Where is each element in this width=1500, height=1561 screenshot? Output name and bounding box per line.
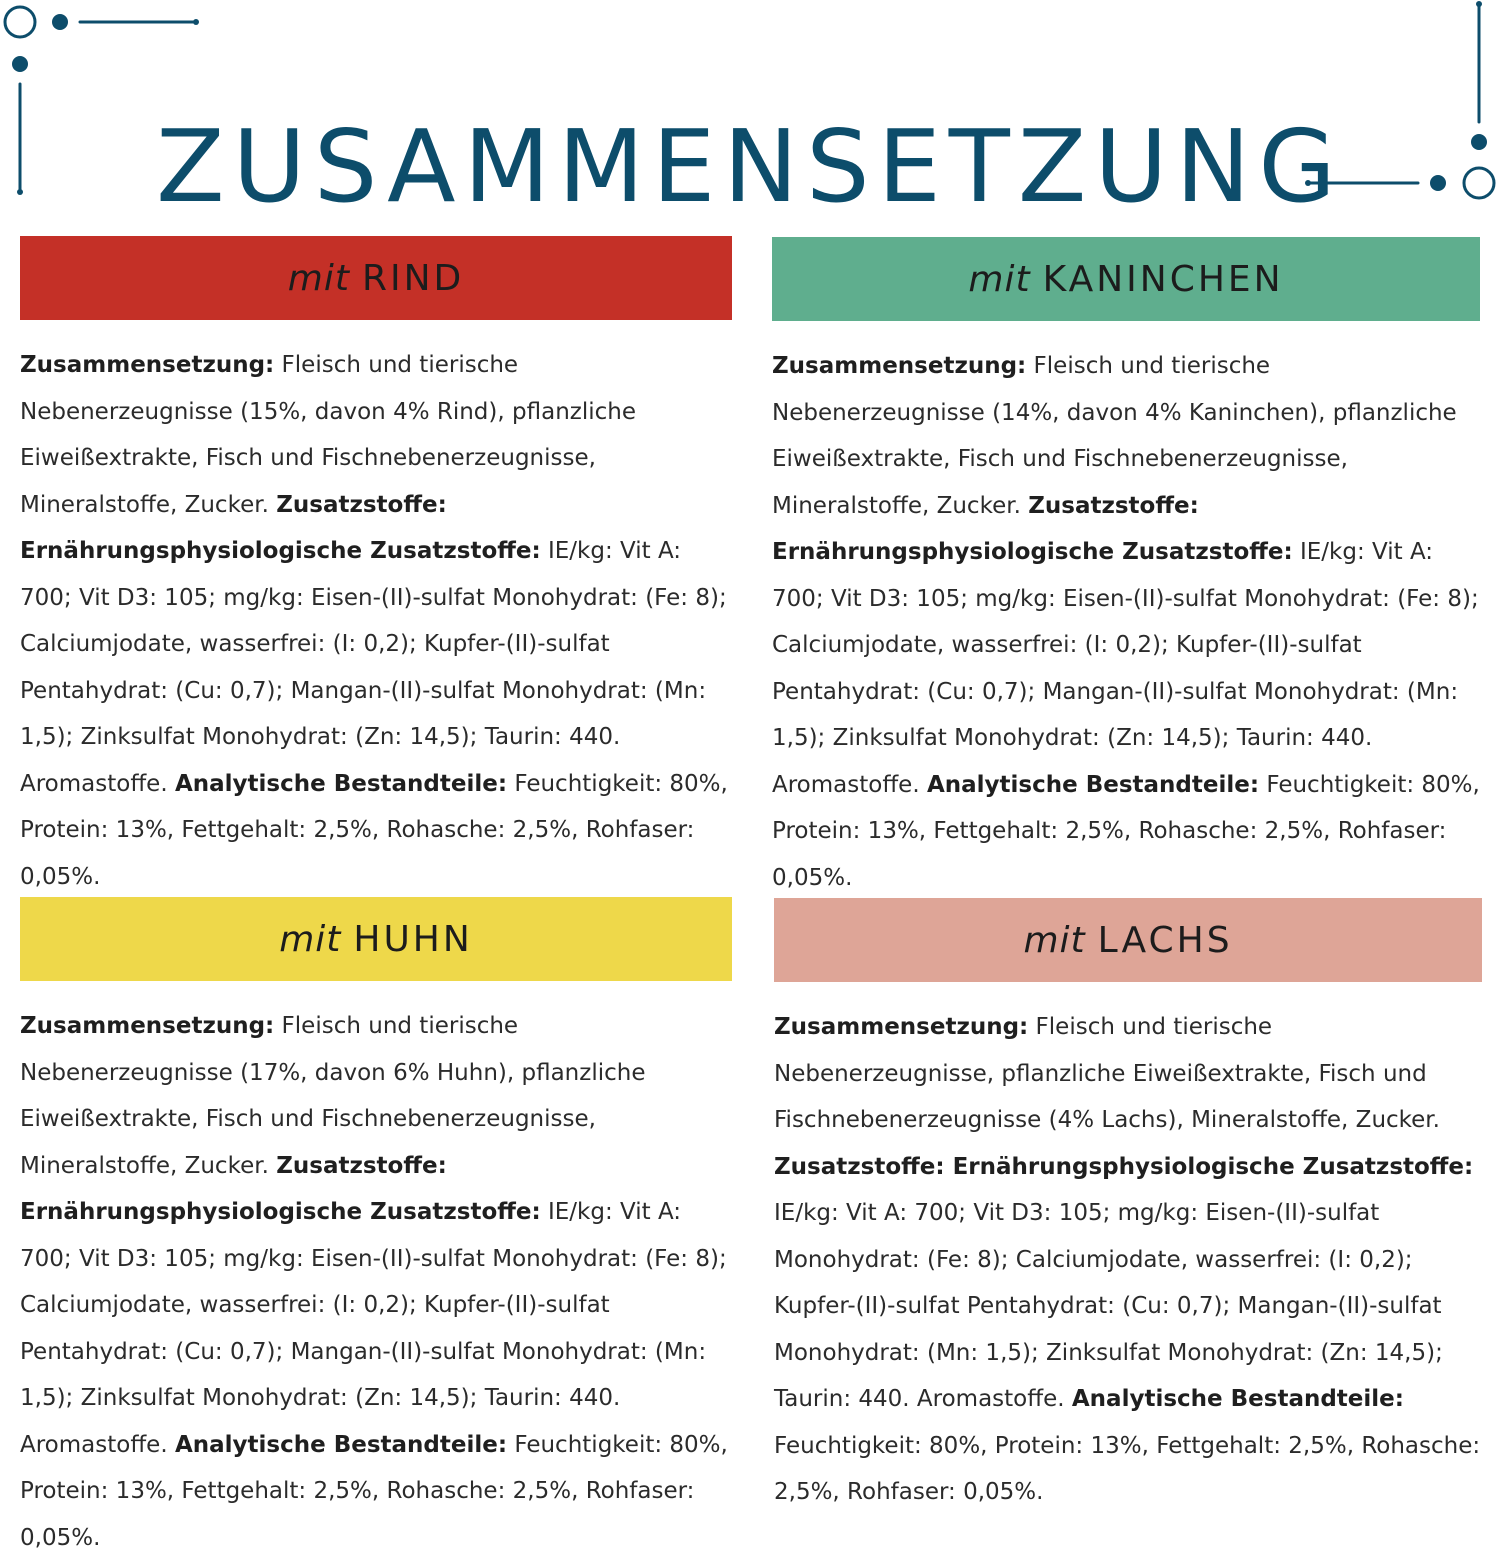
card-banner	[772, 237, 1480, 321]
banner-name: LACHS	[1097, 919, 1233, 961]
text-analytische-bestandteile: Feuchtigkeit: 80%, Protein: 13%, Fettgehalt: 2,5%, Rohasche: 2,5%, Rohfaser: 0,05%.	[20, 1431, 728, 1551]
card-rind	[20, 236, 732, 900]
card-lachs	[774, 898, 1482, 1516]
banner-name: KANINCHEN	[1042, 258, 1284, 300]
banner-prefix: mit	[287, 257, 350, 299]
ingredients-text	[774, 1004, 1482, 1516]
banner-prefix: mit	[279, 918, 342, 960]
label-analytische-bestandteile: Analytische Bestandteile:	[926, 771, 1260, 798]
text-zusammensetzung: Fleisch und tierische Nebenerzeugnisse (17%, davon 6% Huhn), pflanzliche Eiweißextrakte, Fisch und Fischnebenerzeugnisse, Mineralstoffe, Zucker.	[20, 1013, 646, 1179]
label-zusatzstoffe: Zusatzstoffe: Ernährungsphysiologische Zusatzstoffe:	[772, 492, 1293, 565]
banner-name: HUHN	[353, 918, 473, 960]
label-zusatzstoffe: Zusatzstoffe: Ernährungsphysiologische Zusatzstoffe:	[774, 1153, 1474, 1180]
text-zusatzstoffe: IE/kg: Vit A: 700; Vit D3: 105; mg/kg: Eisen-(II)-sulfat Monohydrat: (Fe: 8); Calciumjodate, wasserfrei: (I: 0,2); Kupfer-(II)-sulfat Pentahydrat: (Cu: 0,7); Mangan-(II)-sulfat Monohydrat: (Mn: 1,5); Zinksulfat Monohydrat: (Zn: 14,5); Taurin: 440. Aromastoffe.	[20, 1199, 727, 1458]
page-title: ZUSAMMENSETZUNG	[156, 108, 1344, 225]
label-zusatzstoffe: Zusatzstoffe: Ernährungsphysiologische Zusatzstoffe:	[20, 1152, 541, 1225]
card-kaninchen	[772, 237, 1480, 901]
label-zusammensetzung: Zusammensetzung:	[772, 353, 1027, 379]
label-analytische-bestandteile: Analytische Bestandteile:	[174, 770, 508, 797]
banner-prefix: mit	[968, 258, 1031, 300]
text-zusammensetzung: Fleisch und tierische Nebenerzeugnisse (14%, davon 4% Kaninchen), pflanzliche Eiweißextrakte, Fisch und Fischnebenerzeugnisse, Mineralstoffe, Zucker.	[772, 353, 1457, 519]
text-analytische-bestandteile: Feuchtigkeit: 80%, Protein: 13%, Fettgehalt: 2,5%, Rohasche: 2,5%, Rohfaser: 0,05%.	[20, 770, 728, 890]
text-zusatzstoffe: IE/kg: Vit A: 700; Vit D3: 105; mg/kg: Eisen-(II)-sulfat Monohydrat: (Fe: 8); Calciumjodate, wasserfrei: (I: 0,2); Kupfer-(II)-sulfat Pentahydrat: (Cu: 0,7); Mangan-(II)-sulfat Monohydrat: (Mn: 1,5); Zinksulfat Monohydrat: (Zn: 14,5); Taurin: 440. Aromastoffe.	[772, 539, 1479, 798]
ingredients-text	[20, 1003, 732, 1561]
text-analytische-bestandteile: Feuchtigkeit: 80%, Protein: 13%, Fettgehalt: 2,5%, Rohasche: 2,5%, Rohfaser: 0,05%.	[774, 1432, 1481, 1505]
ingredients-text	[20, 342, 732, 900]
card-banner	[20, 897, 732, 981]
label-zusammensetzung: Zusammensetzung:	[20, 352, 275, 378]
text-zusatzstoffe: IE/kg: Vit A: 700; Vit D3: 105; mg/kg: Eisen-(II)-sulfat Monohydrat: (Fe: 8); Calciumjodate, wasserfrei: (I: 0,2); Kupfer-(II)-sulfat Pentahydrat: (Cu: 0,7); Mangan-(II)-sulfat Monohydrat: (Mn: 1,5); Zinksulfat Monohydrat: (Zn: 14,5); Taurin: 440. Aromastoffe.	[20, 538, 727, 797]
label-zusammensetzung: Zusammensetzung:	[774, 1014, 1029, 1040]
text-zusammensetzung: Fleisch und tierische Nebenerzeugnisse, pflanzliche Eiweißextrakte, Fisch und Fischnebenerzeugnisse (4% Lachs), Mineralstoffe, Zucker.	[774, 1014, 1440, 1133]
text-zusatzstoffe: IE/kg: Vit A: 700; Vit D3: 105; mg/kg: Eisen-(II)-sulfat Monohydrat: (Fe: 8); Calciumjodate, wasserfrei: (I: 0,2); Kupfer-(II)-sulfat Pentahydrat: (Cu: 0,7); Mangan-(II)-sulfat Monohydrat: (Mn: 1,5); Zinksulfat Monohydrat: (Zn: 14,5); Taurin: 440. Aromastoffe.	[774, 1200, 1443, 1412]
label-analytische-bestandteile: Analytische Bestandteile:	[174, 1431, 508, 1458]
ring-top-left	[5, 7, 35, 37]
banner-prefix: mit	[1023, 919, 1086, 961]
text-zusammensetzung: Fleisch und tierische Nebenerzeugnisse (15%, davon 4% Rind), pflanzliche Eiweißextrakte, Fisch und Fischnebenerzeugnisse, Mineralstoffe, Zucker.	[20, 352, 636, 518]
card-banner	[20, 236, 732, 320]
label-zusatzstoffe: Zusatzstoffe: Ernährungsphysiologische Zusatzstoffe:	[20, 491, 541, 564]
banner-name: RIND	[361, 257, 465, 299]
label-analytische-bestandteile: Analytische Bestandteile:	[1071, 1386, 1404, 1412]
ingredients-text	[772, 343, 1480, 901]
card-huhn	[20, 897, 732, 1561]
label-zusammensetzung: Zusammensetzung:	[20, 1013, 275, 1039]
text-analytische-bestandteile: Feuchtigkeit: 80%, Protein: 13%, Fettgehalt: 2,5%, Rohasche: 2,5%, Rohfaser: 0,05%.	[772, 771, 1480, 891]
card-banner	[774, 898, 1482, 982]
